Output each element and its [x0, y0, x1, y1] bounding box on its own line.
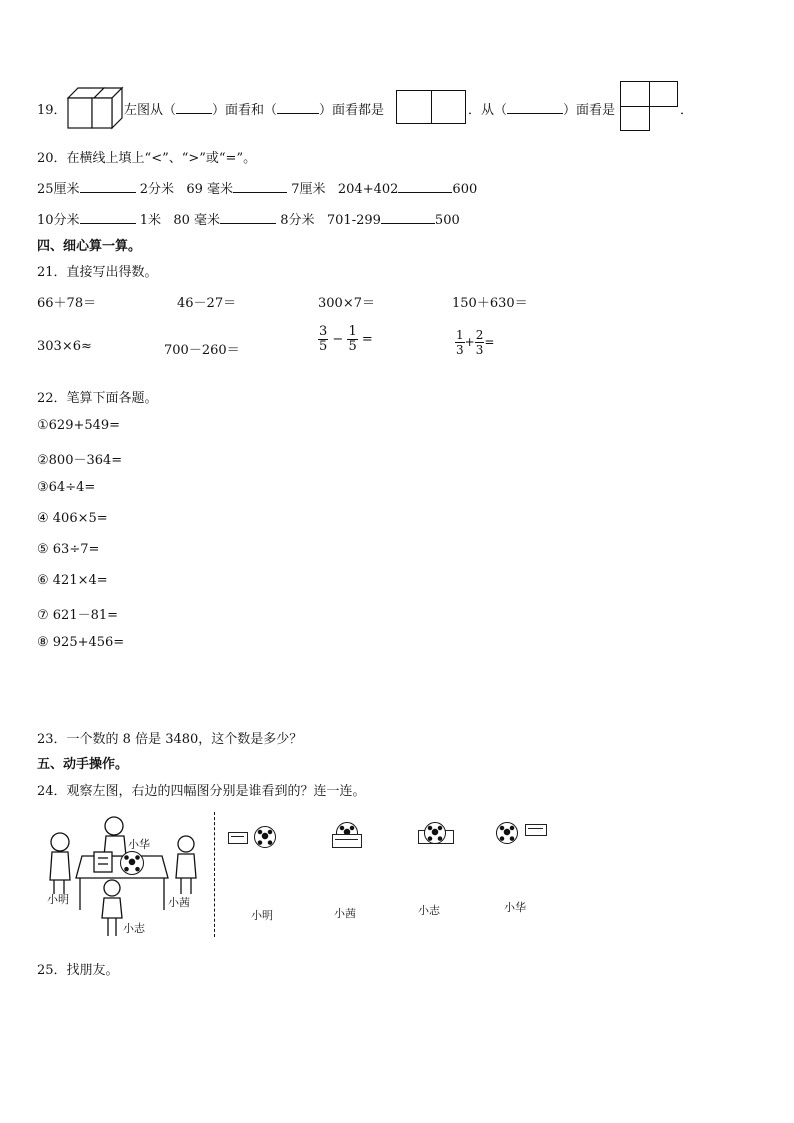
q22-item-2: ②800－364= — [37, 453, 123, 468]
q20-blank[interactable] — [80, 180, 136, 193]
q22-item-6: ⑥ 421×4= — [37, 573, 108, 588]
q20-title: 20．在横线上填上“<”、“>”或“=”。 — [37, 151, 257, 166]
q19-blank-1[interactable] — [176, 101, 212, 114]
q20-blank[interactable] — [220, 211, 276, 224]
q21-item: 66＋78＝ — [37, 296, 97, 311]
q19-text-4: ．从（ — [468, 103, 508, 118]
q24-title: 24．观察左图，右边的四幅图分别是谁看到的？连一连。 — [37, 784, 366, 799]
q22-item-5: ⑤ 63÷7= — [37, 542, 100, 557]
q20-row-2: 10分米 1米 80 毫米 8分米 701-299 500 — [37, 213, 460, 228]
q22-item-7: ⑦ 621－81= — [37, 608, 119, 623]
q21-item: 303×6≈ — [37, 339, 92, 354]
q21-item: 46－27＝ — [177, 296, 237, 311]
q22-item-3: ③64÷4= — [37, 480, 96, 495]
soccer-ball-icon — [496, 822, 518, 844]
q21-fraction-1: $\frac{3}{5}$ − $\frac{1}{5}$ = — [319, 324, 373, 354]
soccer-ball-icon — [424, 822, 446, 844]
q19-text-1: 左图从（ — [124, 103, 177, 118]
section-4-heading: 四、细心算一算。 — [37, 239, 142, 254]
q20-blank[interactable] — [398, 180, 452, 193]
q22-item-1: ①629+549= — [37, 418, 121, 433]
view-label-3: 小志 — [418, 904, 440, 917]
q19-number: 19． — [37, 103, 67, 118]
q20-row-1: 25厘米 2分米 69 毫米 7厘米 204+402 600 — [37, 182, 478, 197]
view-label-4: 小华 — [504, 901, 526, 914]
q19-blank-3[interactable] — [507, 101, 563, 114]
q19-text-2: ）面看和（ — [212, 103, 278, 118]
q21-item: 150＋630＝ — [452, 296, 528, 311]
q19-blank-2[interactable] — [277, 101, 319, 114]
q25-text: 25．找朋友。 — [37, 963, 119, 978]
q22-item-4: ④ 406×5= — [37, 511, 108, 526]
dashed-divider — [214, 812, 215, 937]
q19-text-3: ）面看都是 — [319, 103, 385, 118]
cube-figure-icon — [64, 84, 124, 130]
scene-label-xiaoming: 小明 — [47, 893, 69, 906]
q19-period: ． — [680, 103, 694, 118]
view-label-1: 小明 — [251, 909, 273, 922]
q22-item-8: ⑧ 925+456= — [37, 635, 125, 650]
q20-blank[interactable] — [381, 211, 435, 224]
q23-text: 23．一个数的 8 倍是 3480，这个数是多少？ — [37, 732, 303, 747]
q21-item: 300×7＝ — [318, 296, 375, 311]
section-5-heading: 五、动手操作。 — [37, 757, 129, 772]
q20-blank[interactable] — [233, 180, 287, 193]
soccer-ball-icon — [254, 826, 276, 848]
q21-fraction-2: $\frac{1}{3}$ + $\frac{2}{3}$ = — [456, 328, 495, 357]
scene-label-xiaozhi: 小志 — [123, 922, 145, 935]
q20-blank[interactable] — [80, 211, 136, 224]
q21-title: 21．直接写出得数。 — [37, 265, 158, 280]
view-label-2: 小茜 — [334, 907, 356, 920]
soccer-ball-icon — [120, 851, 144, 875]
q22-title: 22．笔算下面各题。 — [37, 391, 158, 406]
q21-item: 700－260＝ — [164, 343, 240, 358]
scene-label-xiaohua: 小华 — [128, 838, 150, 851]
q19-text-5: ）面看是 — [563, 103, 616, 118]
scene-label-xiaoxi: 小茜 — [168, 896, 190, 909]
